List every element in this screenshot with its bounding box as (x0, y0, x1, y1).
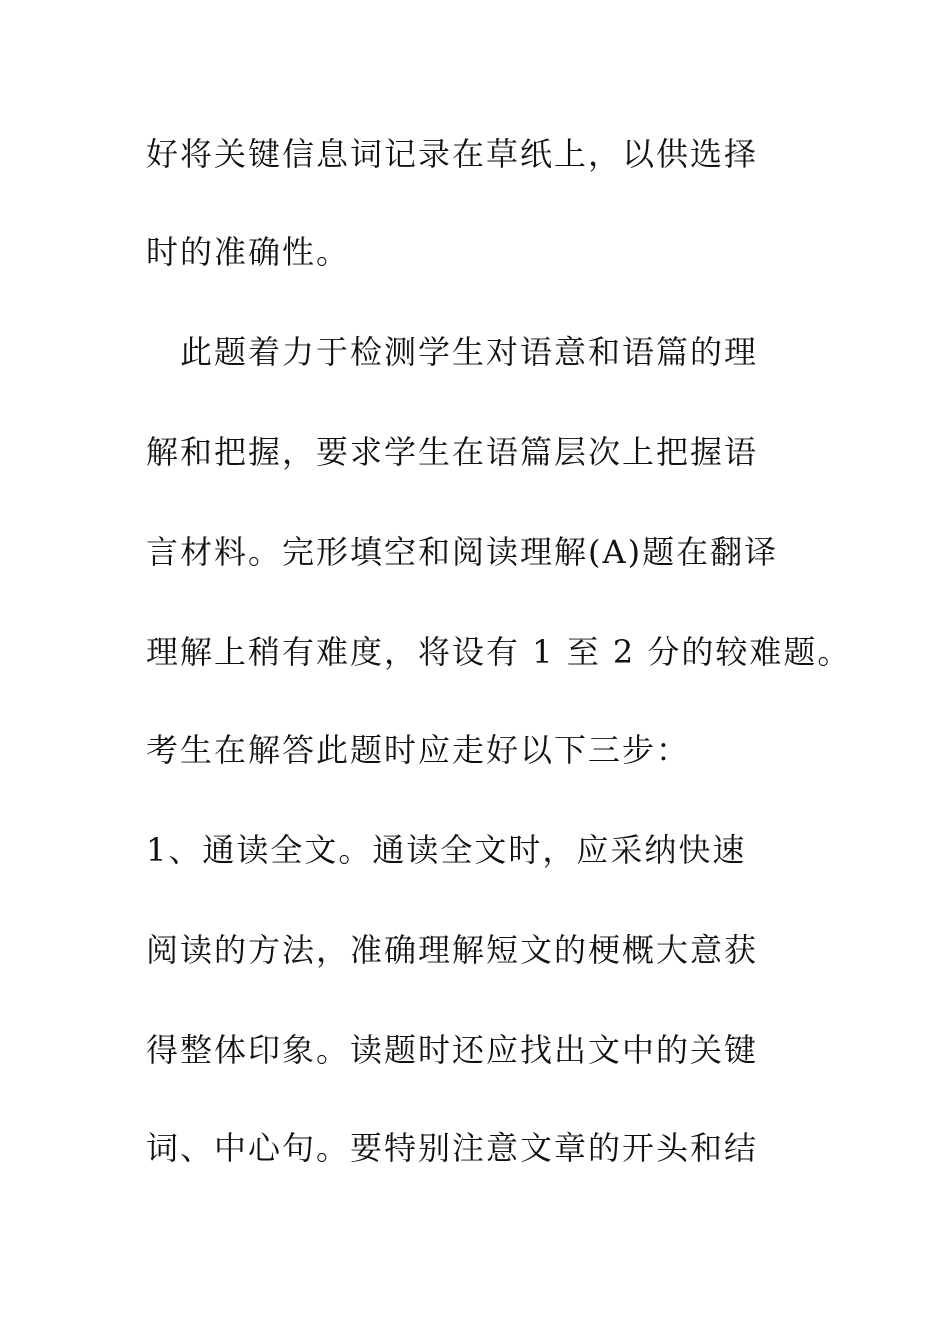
text-line-8: 1、通读全文。通读全文时，应采纳快速 (146, 831, 747, 869)
text-line-4: 解和把握，要求学生在语篇层次上把握语 (146, 433, 759, 471)
text-line-6: 理解上稍有难度，将设有 1 至 2 分的较难题。 (146, 633, 852, 671)
text-line-5: 言材料。完形填空和阅读理解(A)题在翻译 (146, 533, 779, 571)
text-line-11: 词、中心句。要特别注意文章的开头和结 (146, 1129, 759, 1167)
text-line-10: 得整体印象。读题时还应找出文中的关键 (146, 1031, 759, 1069)
text-line-1: 好将关键信息词记录在草纸上，以供选择 (146, 135, 759, 173)
text-line-7: 考生在解答此题时应走好以下三步： (146, 731, 691, 769)
text-line-9: 阅读的方法，准确理解短文的梗概大意获 (146, 931, 759, 969)
text-line-3: 此题着力于检测学生对语意和语篇的理 (146, 333, 759, 371)
text-line-2: 时的准确性。 (146, 233, 351, 271)
